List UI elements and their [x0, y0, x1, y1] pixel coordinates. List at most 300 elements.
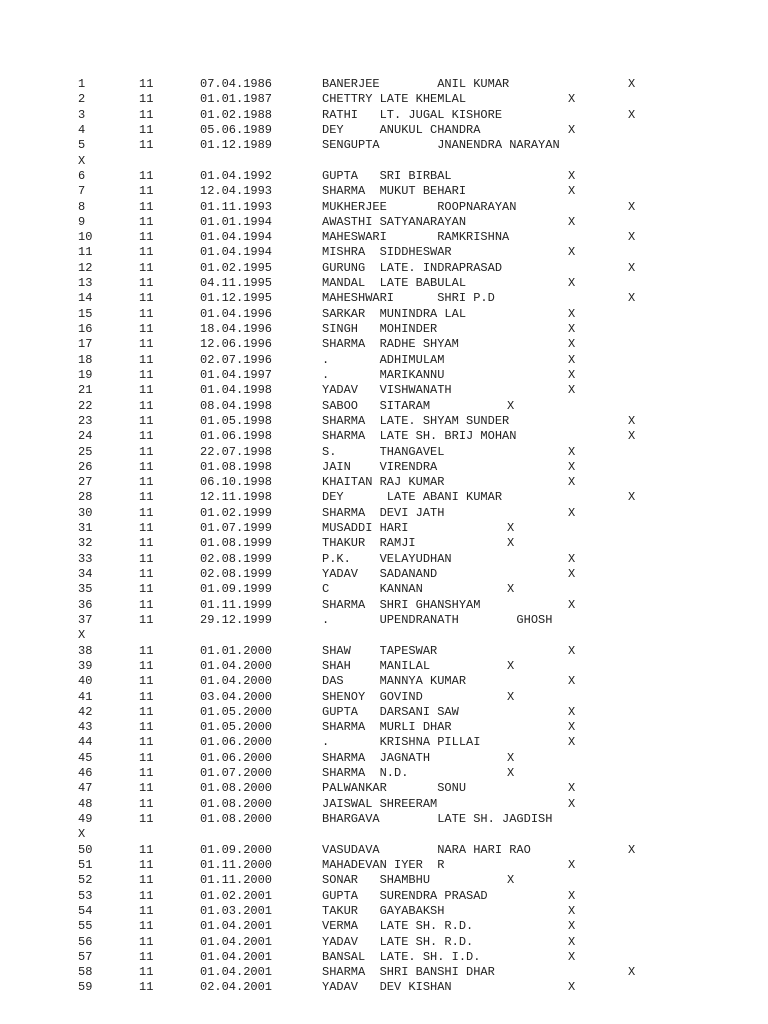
x-mark: X: [568, 888, 576, 903]
person-name: YADAV LATE SH. R.D.: [322, 934, 474, 949]
code: 11: [139, 934, 154, 949]
code: 11: [139, 230, 154, 245]
person-name: . KRISHNA PILLAI: [322, 735, 481, 750]
record-row: [0, 965, 768, 980]
x-mark: X: [568, 704, 576, 719]
record-row: [0, 92, 768, 107]
record-row: [0, 935, 768, 950]
date: 01.11.1999: [200, 597, 273, 612]
x-mark: X: [628, 429, 636, 444]
person-name: DAS MANNYA KUMAR: [322, 674, 467, 689]
record-row: [0, 950, 768, 965]
date: 03.04.2000: [200, 689, 273, 704]
x-mark: X: [568, 781, 576, 796]
record-row: [0, 291, 768, 306]
x-mark: X: [507, 398, 515, 413]
date: 01.03.2001: [200, 903, 273, 918]
record-row: [0, 245, 768, 260]
date: 04.11.1995: [200, 276, 273, 291]
x-mark: X: [568, 475, 576, 490]
code: 11: [139, 674, 154, 689]
code: 11: [139, 77, 154, 91]
code: 11: [139, 122, 154, 137]
code: 11: [139, 842, 154, 857]
code: 11: [139, 980, 154, 995]
serial-number: 56: [78, 934, 93, 949]
date: 01.05.2000: [200, 720, 273, 735]
date: 01.11.2000: [200, 873, 273, 888]
date: 01.04.2001: [200, 919, 273, 934]
x-mark: X: [628, 965, 636, 980]
serial-number: 43: [78, 720, 93, 735]
person-name: SHARMA MURLI DHAR: [322, 720, 452, 735]
serial-number: 6: [78, 168, 86, 183]
date: 01.04.2001: [200, 934, 273, 949]
record-row: [0, 261, 768, 276]
code: 11: [139, 490, 154, 505]
date: 01.08.2000: [200, 796, 273, 811]
record-row: [0, 429, 768, 444]
date: 01.04.2001: [200, 949, 273, 964]
code: 11: [139, 612, 154, 627]
code: 11: [139, 949, 154, 964]
serial-number: 49: [78, 812, 93, 826]
serial-number: 28: [78, 490, 93, 505]
date: 12.06.1996: [200, 337, 273, 352]
x-mark: X: [568, 92, 576, 107]
x-mark: X: [568, 597, 576, 612]
serial-number: 21: [78, 383, 93, 398]
serial-number: 10: [78, 230, 93, 245]
person-name: SHARMA RADHE SHYAM: [322, 337, 459, 352]
code: 11: [139, 597, 154, 612]
record-row: [0, 184, 768, 199]
x-mark: X: [507, 658, 515, 673]
wrapped-mark: X: [78, 628, 86, 643]
date: 01.08.1999: [200, 536, 273, 551]
record-row: [0, 598, 768, 613]
x-mark: X: [628, 291, 636, 306]
date: 01.02.1988: [200, 107, 273, 122]
x-mark: X: [568, 980, 576, 995]
x-mark: X: [507, 766, 515, 781]
date: 01.04.1998: [200, 383, 273, 398]
x-mark: X: [628, 260, 636, 275]
code: 11: [139, 766, 154, 781]
record-row: [0, 414, 768, 429]
x-mark: X: [568, 122, 576, 137]
code: 11: [139, 796, 154, 811]
person-name: GURUNG LATE. INDRAPRASAD: [322, 260, 503, 275]
serial-number: 5: [78, 138, 86, 153]
record-row: [0, 567, 768, 582]
person-name: RATHI LT. JUGAL KISHORE: [322, 107, 503, 122]
x-mark: X: [568, 674, 576, 689]
person-name: SARKAR MUNINDRA LAL: [322, 306, 467, 321]
record-row: [0, 490, 768, 505]
person-name: GUPTA SRI BIRBAL: [322, 168, 452, 183]
record-row: [0, 337, 768, 352]
serial-number: 47: [78, 781, 93, 796]
person-name: VERMA LATE SH. R.D.: [322, 919, 474, 934]
person-name: MUKHERJEE ROOPNARAYAN: [322, 199, 517, 214]
person-name: AWASTHI SATYANARAYAN: [322, 214, 467, 229]
wrapped-mark-line: [0, 827, 768, 842]
record-row: [0, 536, 768, 551]
record-row: [0, 322, 768, 337]
person-name: C KANNAN: [322, 582, 423, 597]
code: 11: [139, 245, 154, 260]
serial-number: 46: [78, 766, 93, 781]
x-mark: X: [507, 536, 515, 551]
serial-number: 23: [78, 413, 93, 428]
person-name: TAKUR GAYABAKSH: [322, 903, 445, 918]
code: 11: [139, 567, 154, 581]
record-row: [0, 230, 768, 245]
x-mark: X: [568, 567, 576, 581]
date: 01.04.1996: [200, 306, 273, 321]
code: 11: [139, 643, 154, 658]
x-mark: X: [628, 107, 636, 122]
record-row: [0, 781, 768, 796]
record-row: [0, 674, 768, 689]
serial-number: 51: [78, 857, 93, 872]
serial-number: 45: [78, 750, 93, 765]
code: 11: [139, 812, 154, 826]
record-list: [0, 77, 768, 996]
record-row: [0, 613, 768, 628]
record-row: [0, 873, 768, 888]
x-mark: X: [568, 214, 576, 229]
x-mark: X: [507, 521, 515, 536]
serial-number: 44: [78, 735, 93, 750]
record-row: [0, 383, 768, 398]
serial-number: 41: [78, 689, 93, 704]
serial-number: 35: [78, 582, 93, 597]
person-name: BANSAL LATE. SH. I.D.: [322, 949, 481, 964]
record-row: [0, 751, 768, 766]
record-row: [0, 215, 768, 230]
wrapped-mark-line: [0, 628, 768, 643]
serial-number: 48: [78, 796, 93, 811]
wrapped-mark-line: [0, 154, 768, 169]
code: 11: [139, 291, 154, 306]
person-name: YADAV SADANAND: [322, 567, 438, 581]
person-name: SHARMA N.D.: [322, 766, 409, 781]
record-row: [0, 659, 768, 674]
record-row: [0, 138, 768, 153]
serial-number: 33: [78, 551, 93, 566]
date: 01.11.2000: [200, 857, 273, 872]
code: 11: [139, 352, 154, 367]
person-name: YADAV VISHWANATH: [322, 383, 452, 398]
person-name: JAISWAL SHREERAM: [322, 796, 438, 811]
serial-number: 26: [78, 459, 93, 474]
serial-number: 31: [78, 521, 93, 536]
serial-number: 11: [78, 245, 93, 260]
x-mark: X: [568, 720, 576, 735]
code: 11: [139, 168, 154, 183]
person-name: MAHESWARI RAMKRISHNA: [322, 230, 510, 245]
date: 01.06.1998: [200, 429, 273, 444]
x-mark: X: [568, 276, 576, 291]
date: 01.08.1998: [200, 459, 273, 474]
code: 11: [139, 658, 154, 673]
person-name: BANERJEE ANIL KUMAR: [322, 77, 510, 91]
record-row: [0, 169, 768, 184]
x-mark: X: [568, 919, 576, 934]
x-mark: X: [628, 77, 636, 91]
x-mark: X: [568, 383, 576, 398]
date: 01.12.1995: [200, 291, 273, 306]
person-name: SABOO SITARAM: [322, 398, 431, 413]
record-row: [0, 521, 768, 536]
x-mark: X: [628, 413, 636, 428]
person-name: SHARMA LATE SH. BRIJ MOHAN: [322, 429, 517, 444]
person-name: BHARGAVA LATE SH. JAGDISH: [322, 812, 553, 826]
date: 12.04.1993: [200, 184, 273, 199]
date: 02.08.1999: [200, 551, 273, 566]
code: 11: [139, 260, 154, 275]
code: 11: [139, 475, 154, 490]
code: 11: [139, 107, 154, 122]
x-mark: X: [507, 689, 515, 704]
date: 01.07.1999: [200, 521, 273, 536]
code: 11: [139, 720, 154, 735]
code: 11: [139, 184, 154, 199]
code: 11: [139, 536, 154, 551]
person-name: SHARMA JAGNATH: [322, 750, 431, 765]
record-row: [0, 399, 768, 414]
record-row: [0, 980, 768, 995]
code: 11: [139, 398, 154, 413]
person-name: GUPTA DARSANI SAW: [322, 704, 459, 719]
x-mark: X: [507, 873, 515, 888]
serial-number: 50: [78, 842, 93, 857]
code: 11: [139, 444, 154, 459]
serial-number: 17: [78, 337, 93, 352]
serial-number: 9: [78, 214, 86, 229]
record-row: [0, 690, 768, 705]
record-row: [0, 552, 768, 567]
serial-number: 53: [78, 888, 93, 903]
date: 01.09.1999: [200, 582, 273, 597]
serial-number: 1: [78, 77, 86, 91]
x-mark: X: [568, 306, 576, 321]
code: 11: [139, 337, 154, 352]
wrapped-mark: X: [78, 827, 86, 842]
x-mark: X: [568, 857, 576, 872]
serial-number: 59: [78, 980, 93, 995]
code: 11: [139, 873, 154, 888]
date: 01.05.2000: [200, 704, 273, 719]
date: 08.04.1998: [200, 398, 273, 413]
code: 11: [139, 857, 154, 872]
person-name: SHARMA DEVI JATH: [322, 505, 445, 520]
person-name: S. THANGAVEL: [322, 444, 445, 459]
code: 11: [139, 306, 154, 321]
code: 11: [139, 214, 154, 229]
person-name: SHAW TAPESWAR: [322, 643, 438, 658]
date: 01.01.1987: [200, 92, 273, 107]
date: 02.04.2001: [200, 980, 273, 995]
person-name: DEY ANUKUL CHANDRA: [322, 122, 481, 137]
date: 01.01.2000: [200, 643, 273, 658]
code: 11: [139, 199, 154, 214]
person-name: . UPENDRANATH GHOSH: [322, 612, 553, 627]
date: 06.10.1998: [200, 475, 273, 490]
serial-number: 52: [78, 873, 93, 888]
code: 11: [139, 413, 154, 428]
record-row: [0, 276, 768, 291]
serial-number: 30: [78, 505, 93, 520]
person-name: SENGUPTA JNANENDRA NARAYAN: [322, 138, 560, 153]
person-name: MISHRA SIDDHESWAR: [322, 245, 452, 260]
serial-number: 32: [78, 536, 93, 551]
code: 11: [139, 551, 154, 566]
date: 01.07.2000: [200, 766, 273, 781]
x-mark: X: [568, 459, 576, 474]
date: 01.06.2000: [200, 750, 273, 765]
x-mark: X: [568, 949, 576, 964]
serial-number: 4: [78, 122, 86, 137]
serial-number: 57: [78, 949, 93, 964]
serial-number: 3: [78, 107, 86, 122]
date: 01.04.1994: [200, 245, 273, 260]
x-mark: X: [568, 551, 576, 566]
person-name: . ADHIMULAM: [322, 352, 445, 367]
record-row: [0, 582, 768, 597]
record-row: [0, 123, 768, 138]
code: 11: [139, 459, 154, 474]
code: 11: [139, 367, 154, 382]
serial-number: 14: [78, 291, 93, 306]
x-mark: X: [507, 750, 515, 765]
code: 11: [139, 965, 154, 980]
serial-number: 54: [78, 903, 93, 918]
code: 11: [139, 781, 154, 796]
serial-number: 19: [78, 367, 93, 382]
code: 11: [139, 383, 154, 398]
wrapped-mark: X: [78, 153, 86, 168]
serial-number: 16: [78, 322, 93, 336]
code: 11: [139, 919, 154, 934]
person-name: MAHESHWARI SHRI P.D: [322, 291, 495, 306]
serial-number: 38: [78, 643, 93, 658]
person-name: SHARMA MUKUT BEHARI: [322, 184, 467, 199]
serial-number: 15: [78, 306, 93, 321]
date: 29.12.1999: [200, 612, 273, 627]
serial-number: 25: [78, 444, 93, 459]
date: 05.06.1989: [200, 122, 273, 137]
date: 01.08.2000: [200, 812, 273, 826]
person-name: KHAITAN RAJ KUMAR: [322, 475, 445, 490]
serial-number: 55: [78, 919, 93, 934]
x-mark: X: [568, 337, 576, 352]
x-mark: X: [628, 490, 636, 505]
x-mark: X: [568, 245, 576, 260]
record-row: [0, 797, 768, 812]
date: 01.08.2000: [200, 781, 273, 796]
record-row: [0, 307, 768, 322]
date: 01.04.1992: [200, 168, 273, 183]
date: 01.09.2000: [200, 842, 273, 857]
date: 01.02.1995: [200, 260, 273, 275]
person-name: MAHADEVAN IYER R: [322, 857, 445, 872]
date: 01.11.1993: [200, 199, 273, 214]
x-mark: X: [568, 352, 576, 367]
serial-number: 42: [78, 704, 93, 719]
record-row: [0, 506, 768, 521]
serial-number: 8: [78, 199, 86, 214]
date: 01.02.1999: [200, 505, 273, 520]
code: 11: [139, 888, 154, 903]
date: 18.04.1996: [200, 322, 273, 336]
person-name: MANDAL LATE BABULAL: [322, 276, 467, 291]
record-row: [0, 889, 768, 904]
serial-number: 40: [78, 674, 93, 689]
code: 11: [139, 750, 154, 765]
date: 01.06.2000: [200, 735, 273, 750]
serial-number: 22: [78, 398, 93, 413]
record-row: [0, 843, 768, 858]
record-row: [0, 445, 768, 460]
record-row: [0, 200, 768, 215]
serial-number: 7: [78, 184, 86, 199]
person-name: DEY LATE ABANI KUMAR: [322, 490, 503, 505]
person-name: VASUDAVA NARA HARI RAO: [322, 842, 531, 857]
date: 01.01.1994: [200, 214, 273, 229]
date: 01.02.2001: [200, 888, 273, 903]
serial-number: 27: [78, 475, 93, 490]
person-name: P.K. VELAYUDHAN: [322, 551, 452, 566]
code: 11: [139, 276, 154, 291]
person-name: JAIN VIRENDRA: [322, 459, 438, 474]
person-name: MUSADDI HARI: [322, 521, 409, 536]
person-name: SHAH MANILAL: [322, 658, 431, 673]
serial-number: 13: [78, 276, 93, 291]
x-mark: X: [568, 367, 576, 382]
record-row: [0, 858, 768, 873]
record-row: [0, 475, 768, 490]
record-row: [0, 904, 768, 919]
serial-number: 39: [78, 658, 93, 673]
date: 01.04.2001: [200, 965, 273, 980]
record-row: [0, 766, 768, 781]
record-row: [0, 720, 768, 735]
date: 01.05.1998: [200, 413, 273, 428]
x-mark: X: [628, 230, 636, 245]
person-name: SINGH MOHINDER: [322, 322, 438, 336]
x-mark: X: [568, 796, 576, 811]
x-mark: X: [568, 184, 576, 199]
date: 01.12.1989: [200, 138, 273, 153]
date: 02.08.1999: [200, 567, 273, 581]
record-row: [0, 812, 768, 827]
code: 11: [139, 521, 154, 536]
x-mark: X: [568, 322, 576, 336]
code: 11: [139, 322, 154, 336]
code: 11: [139, 735, 154, 750]
code: 11: [139, 704, 154, 719]
date: 01.04.2000: [200, 674, 273, 689]
person-name: SHARMA LATE. SHYAM SUNDER: [322, 413, 510, 428]
x-mark: X: [568, 903, 576, 918]
record-row: [0, 108, 768, 123]
serial-number: 34: [78, 567, 93, 581]
serial-number: 24: [78, 429, 93, 444]
record-row: [0, 77, 768, 92]
